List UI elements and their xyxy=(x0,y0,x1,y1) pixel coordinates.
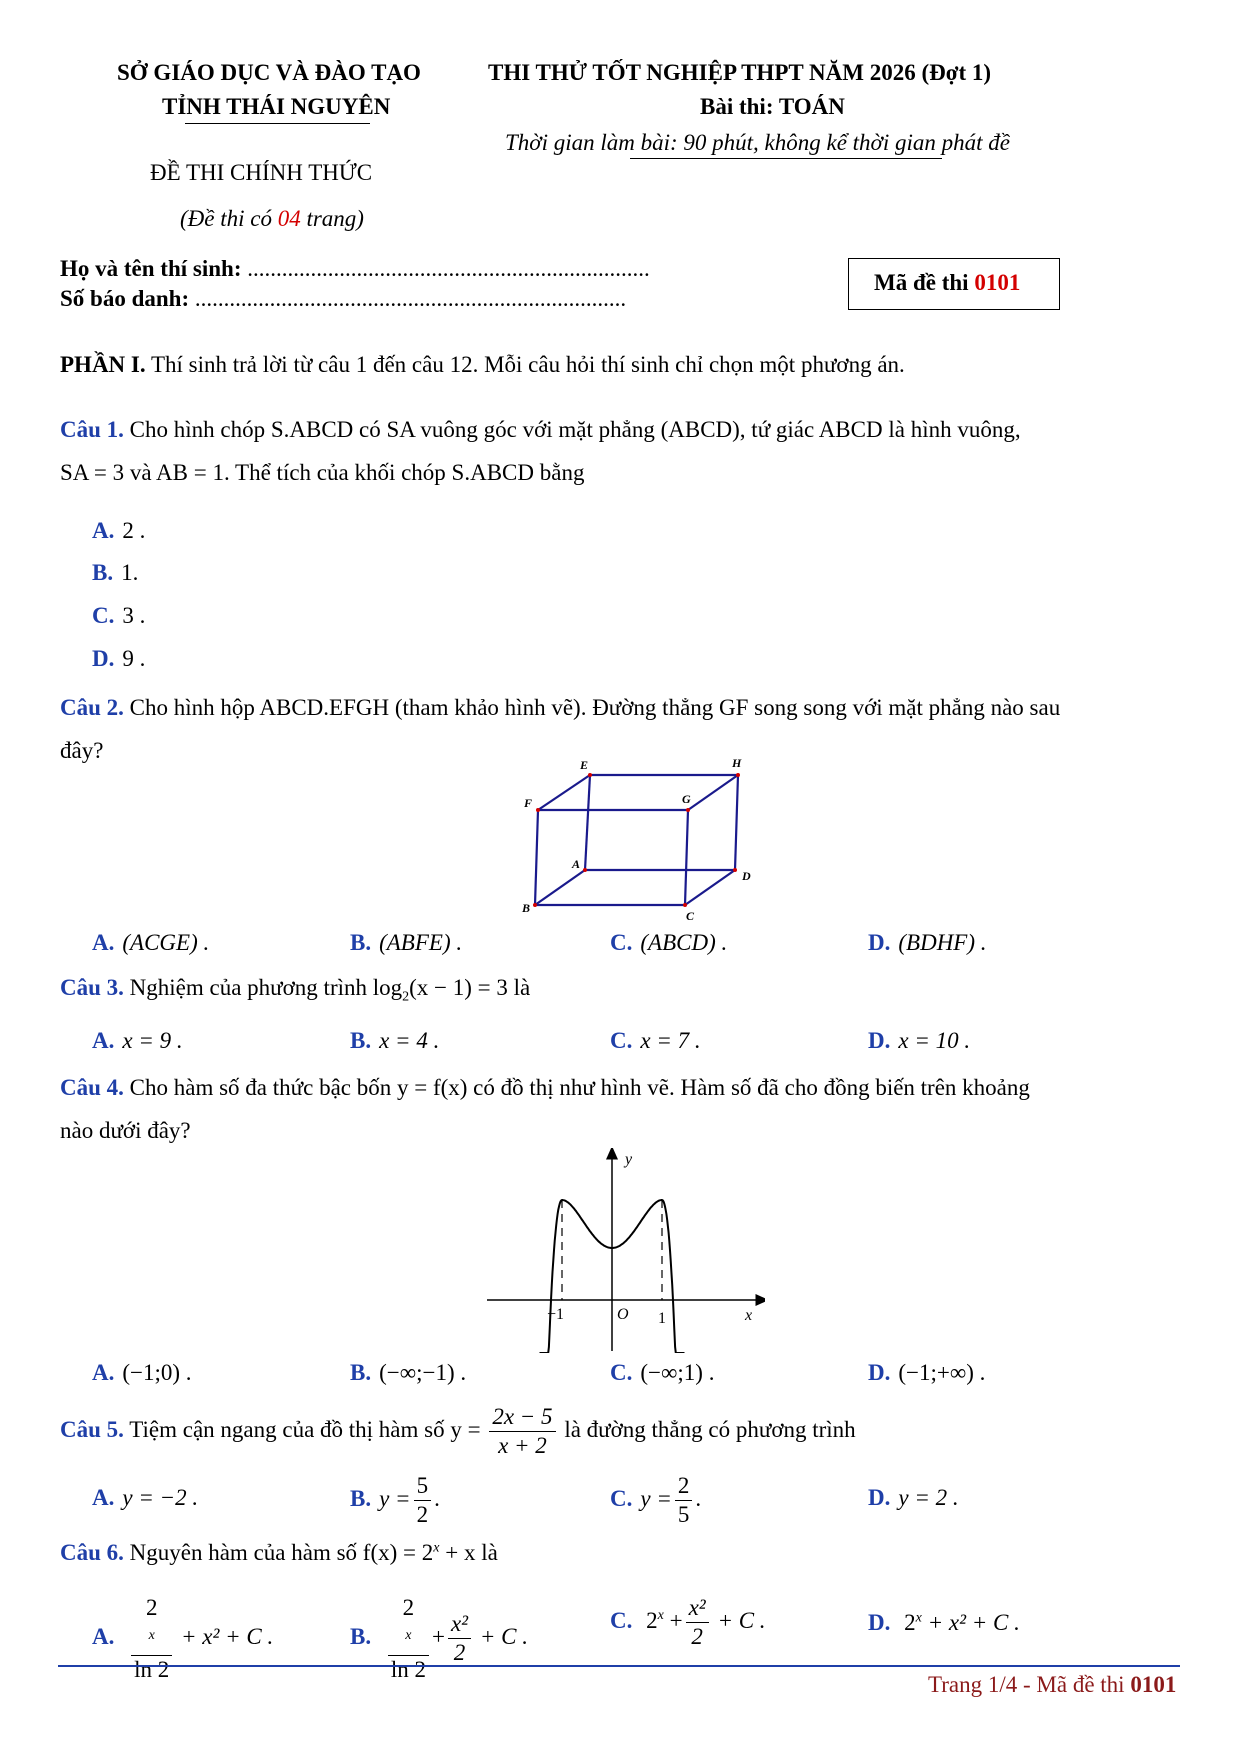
official-label: ĐỀ THI CHÍNH THỨC xyxy=(150,160,373,185)
edge-hd xyxy=(735,775,738,870)
vertex-b xyxy=(533,903,537,907)
q4-option-b[interactable]: B. (−∞;−1) . xyxy=(350,1360,467,1385)
edge-gh xyxy=(688,775,738,810)
origin-label: O xyxy=(617,1306,629,1323)
edge-ea xyxy=(585,775,590,870)
question-4: Câu 4. Cho hàm số đa thức bậc bốn y = f(x) có đồ thị như hình vẽ. Hàm số đã cho đồng biến trên khoảng nào dưới đây? xyxy=(60,1075,1030,1143)
q5-option-b[interactable]: B. y = $\frac{5}{2}$ . xyxy=(350,1473,440,1527)
exam-code-label: Mã đề thi xyxy=(874,270,975,295)
edge-ba xyxy=(535,870,585,905)
q5-option-c[interactable]: C. y = $\frac{2}{5}$ . xyxy=(610,1473,702,1527)
vertex-c xyxy=(683,903,687,907)
edge-fe xyxy=(538,775,590,810)
x-axis-label: x xyxy=(745,1307,753,1324)
label-g: G xyxy=(682,792,691,806)
question-6: Câu 6. Nguyên hàm của hàm số $f(x) = 2^x + x$ là xyxy=(60,1540,498,1565)
label-e: E xyxy=(580,758,589,772)
tick-minus-1: −1 xyxy=(547,1306,565,1323)
q5-option-d[interactable]: D. y = 2 . xyxy=(868,1485,959,1510)
label-c: C xyxy=(686,909,695,920)
dept-line2: TỈNH THÁI NGUYÊN xyxy=(162,94,391,119)
vertex-d xyxy=(733,868,737,872)
question-5: Câu 5. Tiệm cận ngang của đồ thị hàm số y = $\frac{2x - 5}{x + 2}$ là đường thẳng có phương trình xyxy=(60,1404,856,1458)
part1-instruction: PHẦN I. Thí sinh trả lời từ câu 1 đến câu 12. Mỗi câu hỏi thí sinh chỉ chọn một phương án. xyxy=(60,352,905,377)
vertex-g xyxy=(686,808,690,812)
box-figure xyxy=(510,755,770,920)
q4-option-c[interactable]: C. (−∞;1) . xyxy=(610,1360,715,1385)
q4-option-d[interactable]: D. (−1;+∞) . xyxy=(868,1360,986,1385)
vertex-a xyxy=(583,868,587,872)
q5-option-a[interactable]: A. y = −2 . xyxy=(92,1485,199,1510)
footer-rule xyxy=(58,1665,1180,1667)
q1-option-b[interactable]: B. 1. xyxy=(92,560,139,585)
q2-option-a[interactable]: A. (ACGE) . xyxy=(92,930,210,955)
vertex-h xyxy=(736,773,740,777)
q3-option-d[interactable]: D. x = 10 . xyxy=(868,1028,971,1053)
label-h: H xyxy=(732,756,742,770)
q3-option-b[interactable]: B. x = 4 . xyxy=(350,1028,440,1053)
student-id-line: Số báo danh: ........................................................................... xyxy=(60,286,627,311)
label-a: A xyxy=(572,857,581,871)
edge-gc xyxy=(685,810,688,905)
student-name-line: Họ và tên thí sinh: ...................................................................... xyxy=(60,256,650,281)
y-axis-label: y xyxy=(625,1151,633,1168)
exam-code-box xyxy=(848,258,1060,310)
header-underline-left xyxy=(185,123,370,124)
exam-time: Thời gian làm bài: 90 phút, không kể thời gian phát đề xyxy=(505,130,1010,155)
tick-plus-1: 1 xyxy=(658,1310,666,1327)
label-d: D xyxy=(742,869,751,883)
subject: Bài thi: TOÁN xyxy=(700,94,845,119)
q6-option-b[interactable]: B. 2 $^x$ ln 2 + $\frac{\text{x²}}{2}$ + C . xyxy=(350,1595,528,1682)
question-1: Câu 1. Cho hình chóp S.ABCD có SA vuông góc với mặt phẳng (ABCD), tứ giác ABCD là hình vuông, SA = 3 và AB = 1. Thể tích của khối chóp S.ABCD bằng xyxy=(60,417,1021,485)
question-2: Câu 2. Cho hình hộp ABCD.EFGH (tham khảo hình vẽ). Đường thẳng GF song song với mặt phẳng nào sau đây? xyxy=(60,695,1061,763)
q6-option-a[interactable]: A. 2 $^x$ ln 2 + x² + C . xyxy=(92,1595,274,1682)
q4-option-a[interactable]: A. (−1;0) . xyxy=(92,1360,192,1385)
edge-cd xyxy=(685,870,735,905)
q3-option-c[interactable]: C. x = 7 . xyxy=(610,1028,701,1053)
edge-fb xyxy=(535,810,538,905)
q2-option-d[interactable]: D. (BDHF) . xyxy=(868,930,987,955)
q5-fraction: $\frac{2x - 5}{x + 2}$ xyxy=(489,1403,555,1460)
vertex-f xyxy=(536,808,540,812)
label-f: F xyxy=(524,796,533,810)
exam-code-value: 0101 xyxy=(974,270,1021,295)
quartic-graph xyxy=(485,1148,765,1353)
dept-line1: SỞ GIÁO DỤC VÀ ĐÀO TẠO xyxy=(117,60,421,85)
q1-option-a[interactable]: A. 2 . xyxy=(92,518,146,543)
q1-option-c[interactable]: C. 3 . xyxy=(92,603,146,628)
pages-note: (Đề thi có 04 trang) xyxy=(180,206,364,231)
footer-page: Trang 1/4 - Mã đề thi 0101 xyxy=(928,1672,1177,1697)
exam-title: THI THỬ TỐT NGHIỆP THPT NĂM 2026 (Đợt 1) xyxy=(488,60,992,85)
question-3: Câu 3. Nghiệm của phương trình $\log_2(x - 1) = 3$ là xyxy=(60,975,531,1005)
q2-option-b[interactable]: B. (ABFE) . xyxy=(350,930,463,955)
vertex-e xyxy=(588,773,592,777)
q6-option-d[interactable]: D. 2$^x$ + x² + C . xyxy=(868,1610,1020,1635)
label-b: B xyxy=(522,901,531,915)
q6-option-c[interactable]: C. $2^x$ + $\frac{\text{x²}}{2}$ + C . xyxy=(610,1595,766,1649)
q2-option-c[interactable]: C. (ABCD) . xyxy=(610,930,728,955)
q1-option-d[interactable]: D. 9 . xyxy=(92,646,146,671)
header-underline-right xyxy=(630,158,942,159)
q3-option-a[interactable]: A. x = 9 . xyxy=(92,1028,183,1053)
